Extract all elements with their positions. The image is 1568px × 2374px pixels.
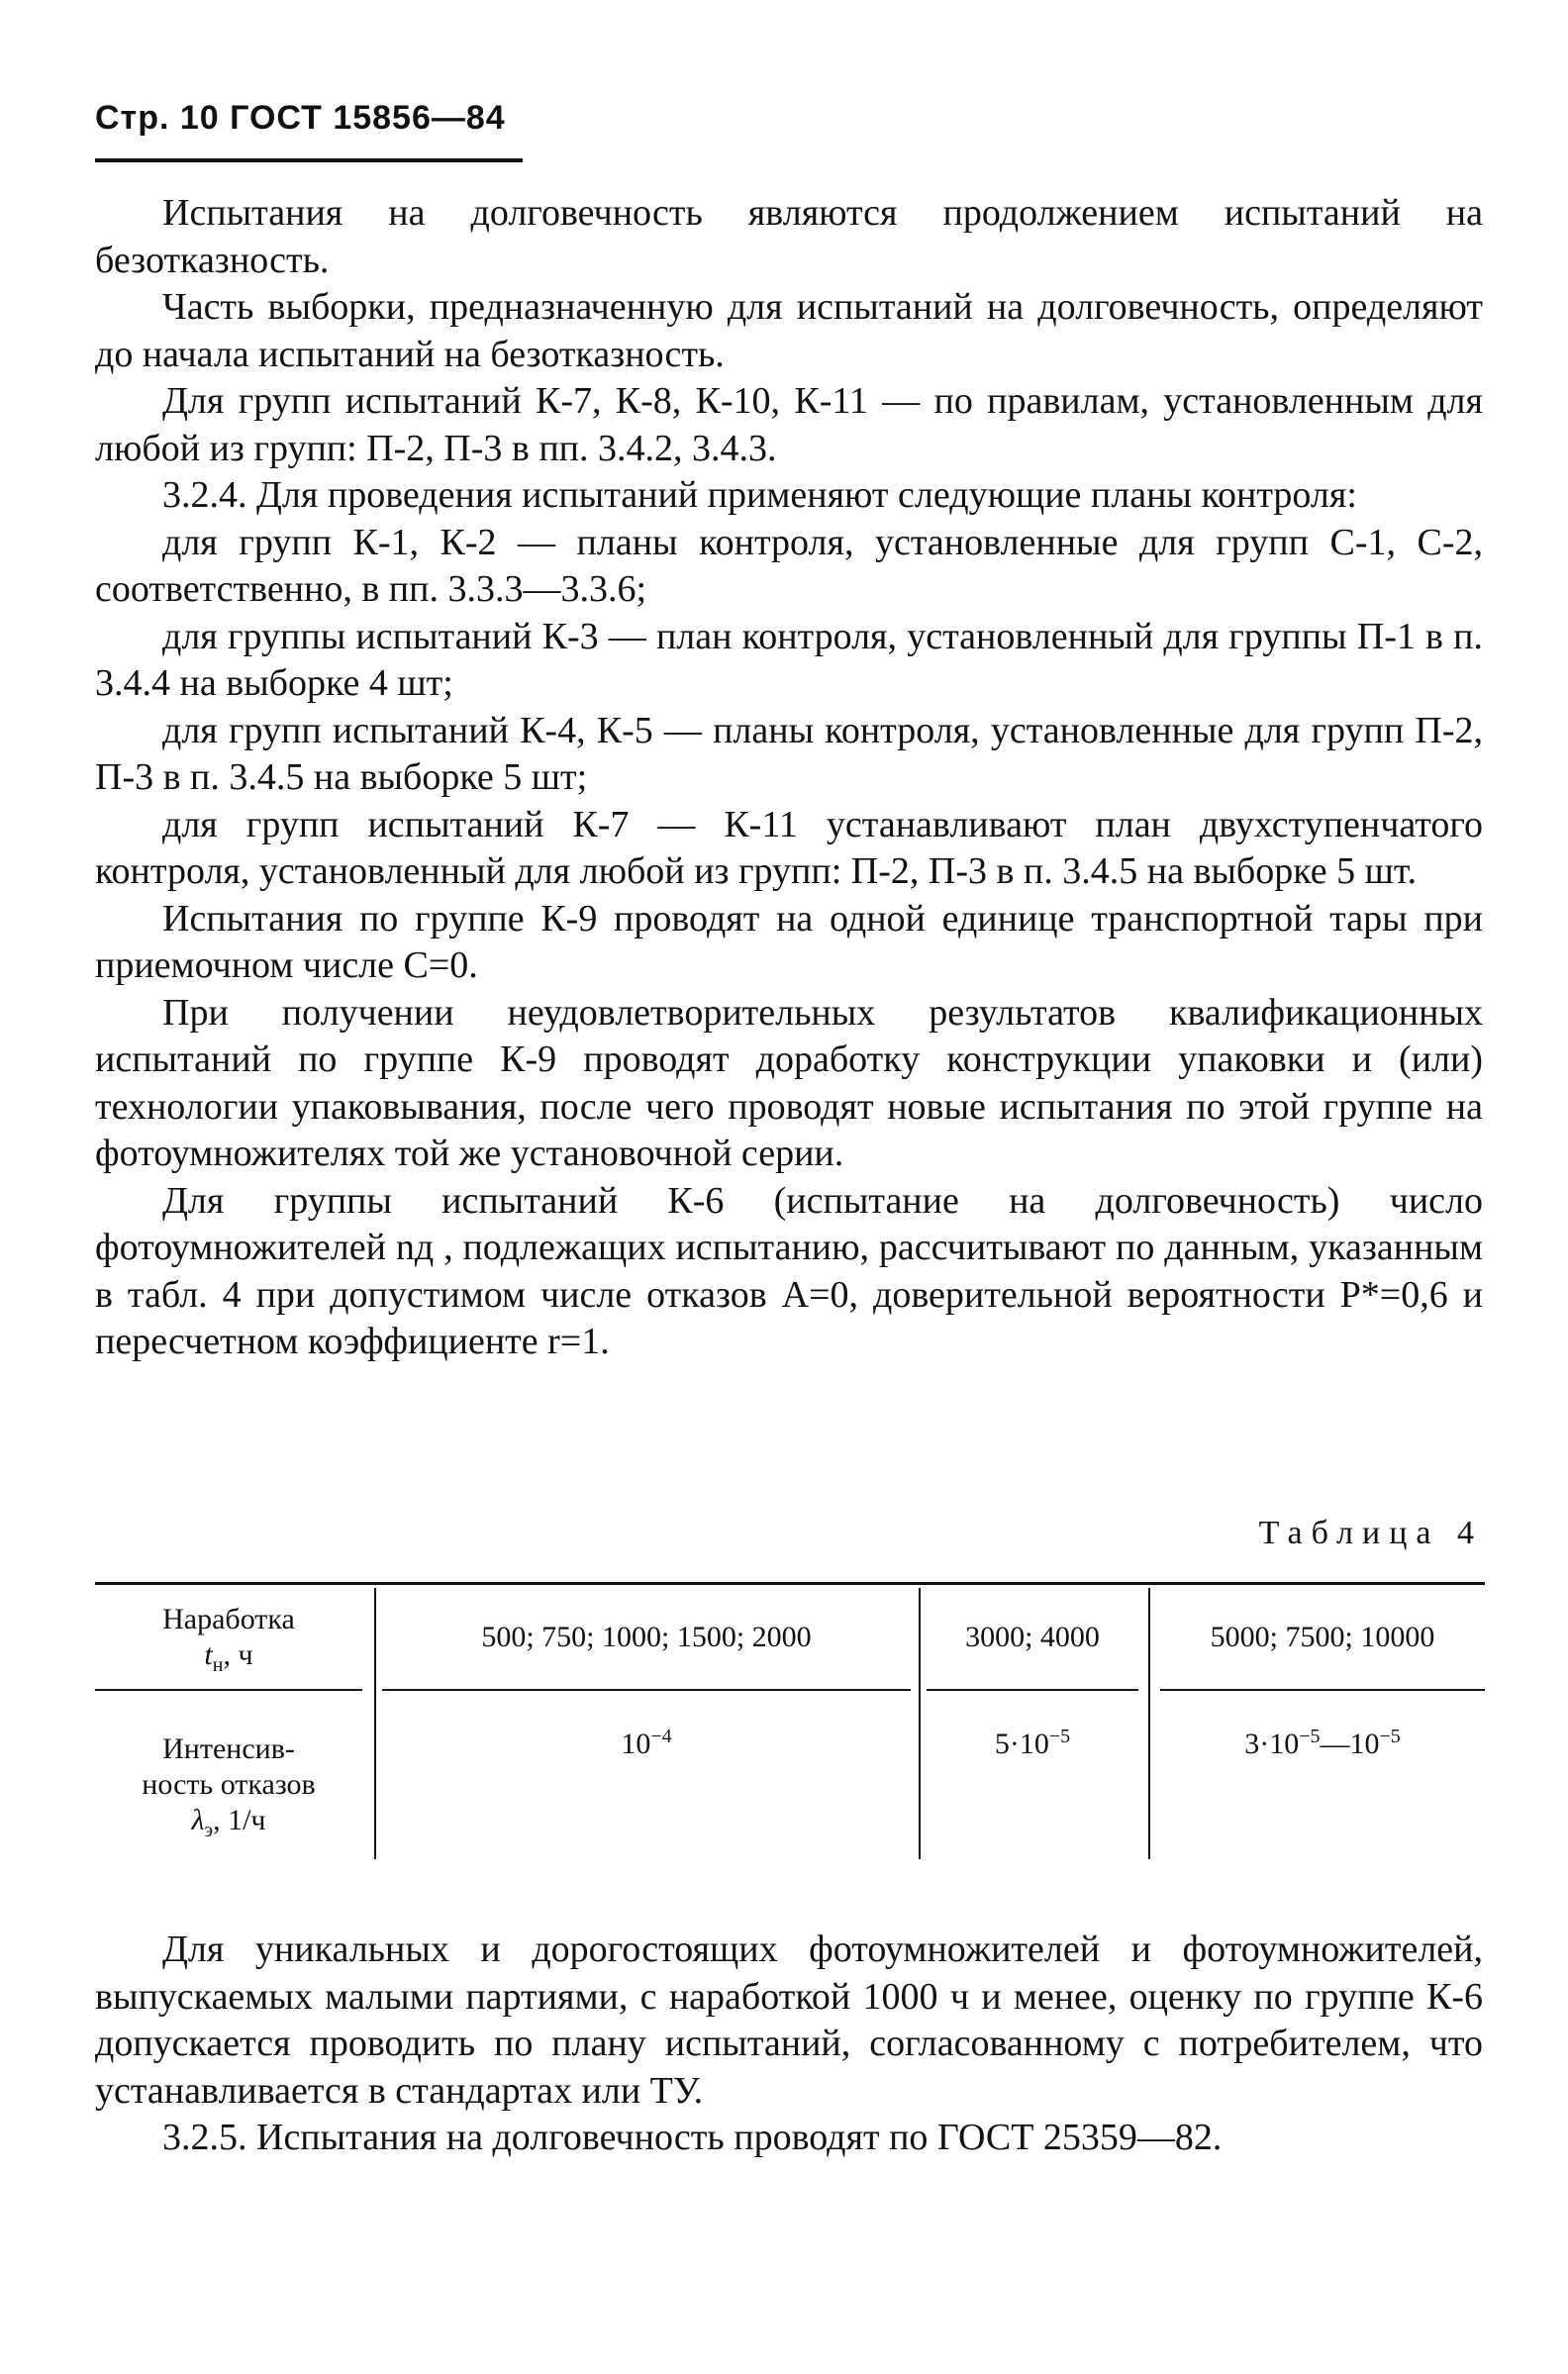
col-header-1: 500; 750; 1000; 1500; 2000 bbox=[481, 1621, 812, 1653]
paragraph: 3.2.4. Для проведения испытаний применяют следующие планы контроля: bbox=[162, 474, 1357, 516]
data-table bbox=[95, 1582, 1485, 1859]
paragraph: При получении неудовлетворительных результатов квалификационных испытаний по группе К-9 проводят доработку конструкции упаковки и (или) технологии упаковывания, после чего проводят новые испытания по этой группе на фотоумножителях той же установочной серии. bbox=[95, 991, 1483, 1174]
rate-exponent: −5 bbox=[1299, 1726, 1321, 1747]
row-label-runtime bbox=[95, 1588, 362, 1687]
body-text bbox=[95, 190, 1483, 1366]
table-mid-rule bbox=[382, 1689, 911, 1691]
rate-exponent: −5 bbox=[1048, 1726, 1071, 1747]
paragraph: для групп испытаний К-4, К-5 — планы контроля, установленные для групп П-2, П-3 в п. 3.4.5 на выборке 5 шт; bbox=[95, 709, 1483, 798]
page-header: Стр. 10 ГОСТ 15856—84 bbox=[95, 99, 506, 137]
rate-base: 3·10 bbox=[1244, 1728, 1300, 1760]
subscript: н bbox=[212, 1654, 224, 1676]
paragraph: Испытания по группе К-9 проводят на одной единице транспортной тары при приемочном числе С=0. bbox=[95, 897, 1483, 986]
unit: , ч bbox=[223, 1638, 253, 1671]
table-col-divider bbox=[374, 1588, 376, 1859]
table-caption: Таблица 4 bbox=[1258, 1515, 1483, 1551]
paragraph: Для уникальных и дорогостоящих фотоумножителей и фотоумножителей, выпускаемых малыми партиями, с наработкой 1000 ч и менее, оценку по группе К-6 допускается проводить по плану испытаний, согласованному с потребителем, что устанавливается в стандартах или ТУ. bbox=[95, 1929, 1483, 2112]
paragraph: Часть выборки, предназначенную для испытаний на долговечность, определяют до начала испытаний на безотказность. bbox=[95, 286, 1483, 375]
rate-cell-3 bbox=[1160, 1727, 1485, 1786]
body-text-after-table bbox=[95, 1927, 1483, 2162]
paragraph: Для группы испытаний К-6 (испытание на долговечность) число фотоумножителей nд , подлежащих испытанию, рассчитывают по данным, указанным в табл. 4 при допустимом числе отказов А=0, доверительной вероятности Р*=0,6 и пересчетном коэффициенте r=1. bbox=[95, 1179, 1483, 1362]
symbol: λ bbox=[191, 1804, 205, 1836]
rate-range-end: —10 bbox=[1320, 1728, 1380, 1760]
paragraph: для группы испытаний К-3 — план контроля, установленный для группы П-1 в п. 3.4.4 на выборке 4 шт; bbox=[95, 615, 1483, 704]
paragraph: Для групп испытаний К-7, К-8, К-10, К-11 — по правилам, установленным для любой из групп: П-2, П-3 в пп. 3.4.2, 3.4.3. bbox=[95, 380, 1483, 469]
rate-cell-2 bbox=[927, 1727, 1138, 1786]
table-col-divider bbox=[1148, 1588, 1150, 1859]
subscript: э bbox=[204, 1820, 214, 1841]
paragraph: 3.2.5. Испытания на долговечность проводят по ГОСТ 25359—82. bbox=[162, 2117, 1223, 2158]
header-rule bbox=[95, 158, 523, 162]
table-top-rule bbox=[95, 1582, 1485, 1585]
rate-exponent-2: −5 bbox=[1379, 1726, 1401, 1747]
paragraph: для групп испытаний К-7 — К-11 устанавливают план двухступенчатого контроля, установленный для любой из групп: П-2, П-3 в п. 3.4.5 на выборке 5 шт. bbox=[95, 803, 1483, 892]
paragraph: Испытания на долговечность являются продолжением испытаний на безотказность. bbox=[95, 192, 1483, 281]
table-mid-rule bbox=[95, 1689, 362, 1691]
paragraph: для групп К-1, К-2 — планы контроля, установленные для групп С-1, С-2, соответственно, в пп. 3.3.3—3.3.6; bbox=[95, 521, 1483, 610]
unit: , 1/ч bbox=[213, 1804, 266, 1836]
row-label-line: Интенсив- bbox=[162, 1732, 295, 1765]
col-header-3: 5000; 7500; 10000 bbox=[1210, 1621, 1435, 1653]
table-col-divider bbox=[919, 1588, 921, 1859]
row-label-line: ность отказов bbox=[142, 1768, 316, 1801]
rate-base: 5·10 bbox=[994, 1728, 1049, 1760]
table-mid-rule bbox=[927, 1689, 1138, 1691]
rate-cell-1 bbox=[382, 1727, 911, 1786]
rate-base: 10 bbox=[621, 1728, 651, 1760]
col-header-2: 3000; 4000 bbox=[965, 1621, 1100, 1653]
symbol: t bbox=[204, 1638, 213, 1671]
row-label-line: Наработка bbox=[162, 1603, 295, 1635]
table-mid-rule bbox=[1160, 1689, 1485, 1691]
row-label-failure-rate bbox=[95, 1723, 362, 1847]
rate-exponent: −4 bbox=[650, 1726, 672, 1747]
